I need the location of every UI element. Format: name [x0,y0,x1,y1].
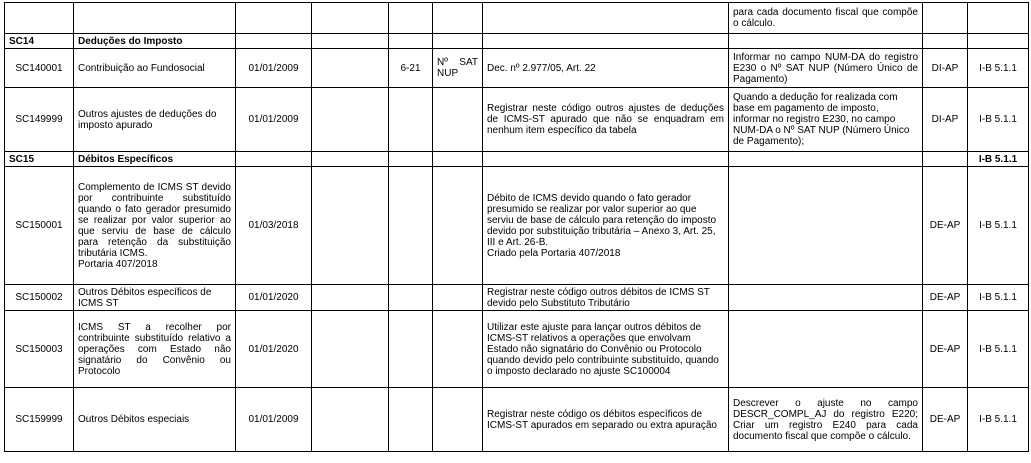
start-date-cell: 01/01/2020 [236,285,312,311]
start-date-cell [236,34,312,49]
section-row [5,34,1029,49]
type-cell [433,34,483,49]
table-row [5,388,1029,452]
notes-cell: Quando a dedução for realizada com base em pagamento de imposto, informar no registro E230, no campo NUM-DA o Nº SAT NUP (Número Único de Pagamento); [729,88,923,152]
manual-ref-cell: I-B 5.1.1 [968,49,1029,88]
start-date-cell [236,3,312,34]
category-cell [923,152,968,167]
usage-cell: Registrar neste código outros ajustes de deduções de ICMS-ST apurado que não se enquadram em nenhum item específico da tabela [483,88,729,152]
notes-cell: Descrever o ajuste no campo DESCR_COMPL_AJ do registro E220; Criar um registro E240 para cada documento fiscal que compõe o cálculo. [729,388,923,452]
ref-cell [389,88,433,152]
table-row [5,311,1029,388]
usage-cell: Registrar neste código outros débitos de ICMS ST devido pelo Substituto Tributário [483,285,729,311]
start-date-cell: 01/01/2009 [236,49,312,88]
manual-ref-cell: I-B 5.1.1 [968,388,1029,452]
end-date-cell [312,388,389,452]
ref-cell [389,3,433,34]
code-cell: SC159999 [5,388,74,452]
usage-cell [483,34,729,49]
ref-cell [389,34,433,49]
start-date-cell: 01/01/2009 [236,388,312,452]
type-cell [433,152,483,167]
category-cell [923,3,968,34]
notes-cell: Informar no campo NUM-DA do registro E230 o Nº SAT NUP (Número Único de Pagamento) [729,49,923,88]
section-code: SC15 [5,152,74,167]
code-cell: SC140001 [5,49,74,88]
usage-cell: Débito de ICMS devido quando o fato gerador presumido se realizar por valor superior ao que serviu de base de cálculo para retenção do imposto devido por substituição tributária – Anexo 3, Art. 25, III e Art. 26-B. Criado pela Portaria 407/2018 [483,167,729,285]
table-row [5,88,1029,152]
section-title: Débitos Específicos [74,152,236,167]
start-date-cell: 01/01/2020 [236,311,312,388]
manual-ref-cell [968,34,1029,49]
end-date-cell [312,88,389,152]
description-cell: Outros ajustes de deduções do imposto apurado [74,88,236,152]
usage-cell: Registrar neste código os débitos específicos de ICMS-ST apurados em separado ou extra apuração [483,388,729,452]
code-cell: SC149999 [5,88,74,152]
usage-cell: Utilizar este ajuste para lançar outros débitos de ICMS-ST relativos a operações que envolvam Estado não signatário do Convênio ou Protocolo quando devido pelo contribuinte substituído, quando o imposto declarado no ajuste SC100004 [483,311,729,388]
end-date-cell [312,152,389,167]
manual-ref-cell: I-B 5.1.1 [968,311,1029,388]
ref-cell [389,152,433,167]
usage-cell [483,152,729,167]
code-cell: SC150003 [5,311,74,388]
end-date-cell [312,3,389,34]
description-cell: Complemento de ICMS ST devido por contribuinte substituído quando o fato gerador presumido se realizar por valor superior ao que serviu de base de cálculo para retenção da substituição tributária ICMS. Portaria 407/2018 [74,167,236,285]
usage-cell [483,3,729,34]
category-cell: DI-AP [923,49,968,88]
ref-cell: 6-21 [389,49,433,88]
end-date-cell [312,285,389,311]
section-title: Deduções do Imposto [74,34,236,49]
category-cell [923,34,968,49]
table-row [5,285,1029,311]
end-date-cell [312,167,389,285]
start-date-cell [236,152,312,167]
code-cell [5,3,74,34]
type-cell: Nº SAT NUP [433,49,483,88]
adjustment-codes-table [4,2,1029,452]
section-code: SC14 [5,34,74,49]
section-row [5,152,1029,167]
manual-ref-cell: I-B 5.1.1 [968,88,1029,152]
code-cell: SC150002 [5,285,74,311]
table-row [5,167,1029,285]
type-cell [433,311,483,388]
description-cell: Outros Débitos especiais [74,388,236,452]
ref-cell [389,388,433,452]
code-cell: SC150001 [5,167,74,285]
end-date-cell [312,34,389,49]
ref-cell [389,311,433,388]
category-cell: DI-AP [923,88,968,152]
notes-cell [729,152,923,167]
notes-cell [729,311,923,388]
category-cell: DE-AP [923,388,968,452]
start-date-cell: 01/01/2009 [236,88,312,152]
category-cell: DE-AP [923,311,968,388]
notes-cell [729,34,923,49]
notes-cell [729,285,923,311]
notes-cell: para cada documento fiscal que compõe o cálculo. [729,3,923,34]
type-cell [433,167,483,285]
notes-cell [729,167,923,285]
end-date-cell [312,49,389,88]
category-cell: DE-AP [923,285,968,311]
legal-basis-cell: Dec. nº 2.977/05, Art. 22 [483,49,729,88]
description-cell: Outros Débitos específicos de ICMS ST [74,285,236,311]
table-row [5,49,1029,88]
manual-ref-cell [968,3,1029,34]
type-cell [433,285,483,311]
type-cell [433,3,483,34]
manual-ref-cell: I-B 5.1.1 [968,167,1029,285]
manual-ref-cell: I-B 5.1.1 [968,285,1029,311]
table-row [5,3,1029,34]
category-cell: DE-AP [923,167,968,285]
type-cell [433,388,483,452]
type-cell [433,88,483,152]
manual-ref-cell: I-B 5.1.1 [968,152,1029,167]
ref-cell [389,285,433,311]
description-cell: ICMS ST a recolher por contribuinte substituído relativo a operações com Estado não signatário do Convênio ou Protocolo [74,311,236,388]
description-cell: Contribuição ao Fundosocial [74,49,236,88]
end-date-cell [312,311,389,388]
description-cell [74,3,236,34]
start-date-cell: 01/03/2018 [236,167,312,285]
ref-cell [389,167,433,285]
